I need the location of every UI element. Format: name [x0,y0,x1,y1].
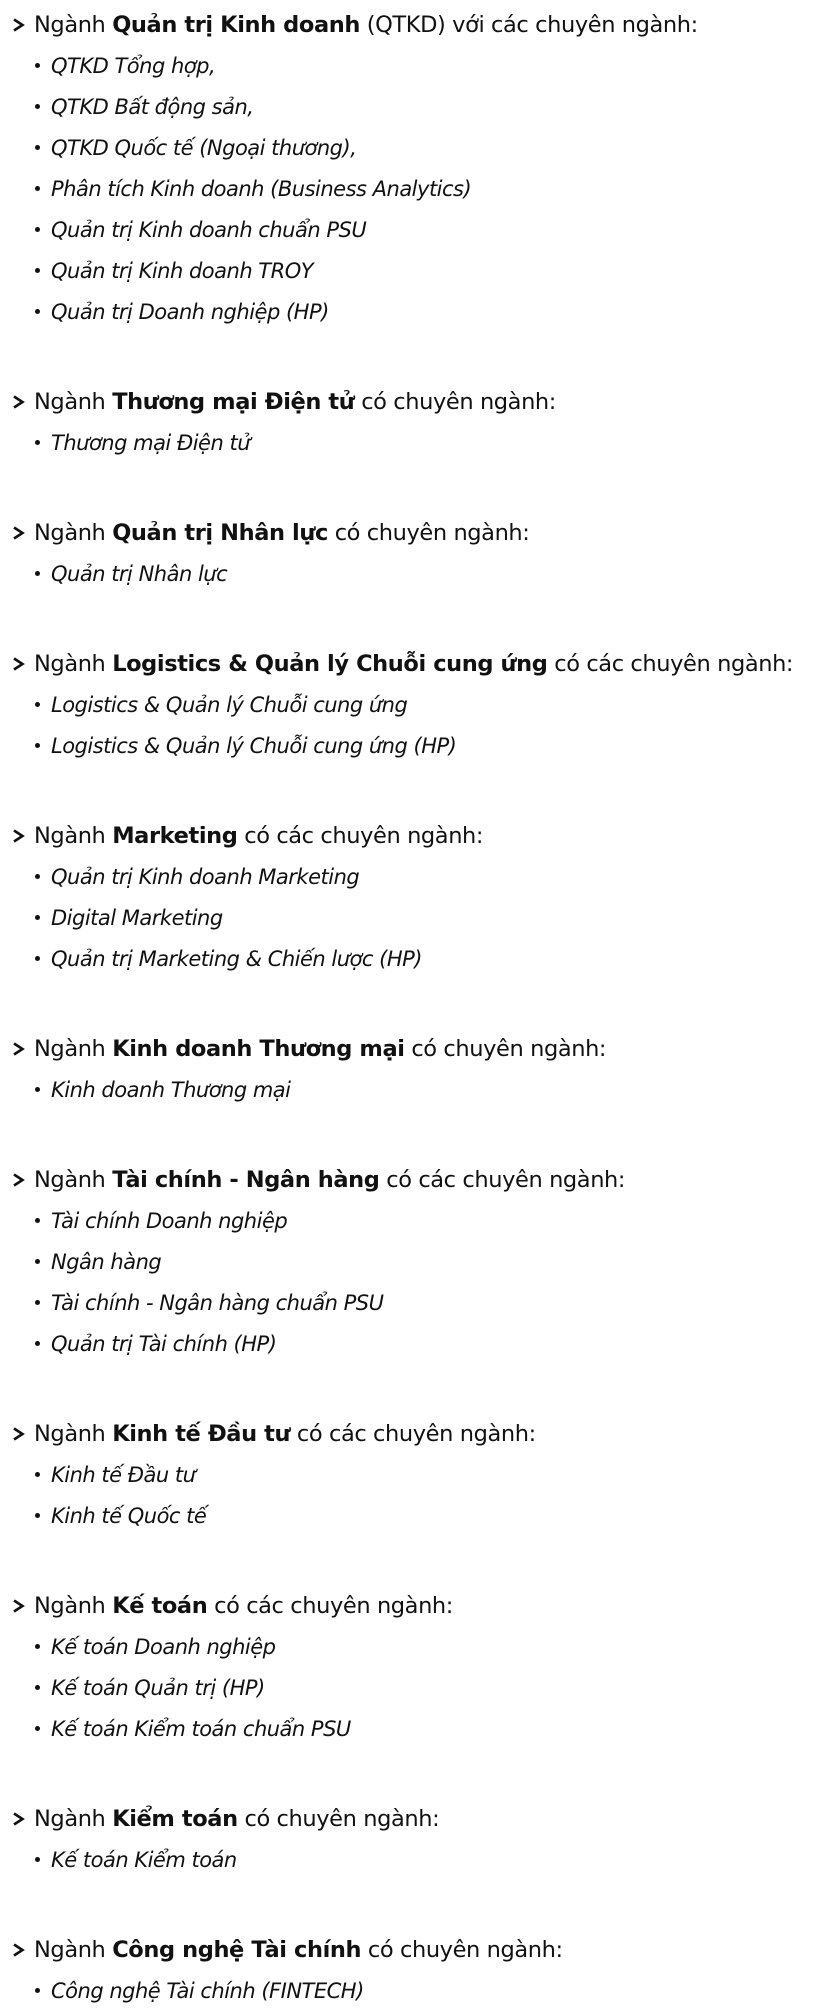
bullet-icon [35,1513,40,1518]
major-suffix: có chuyên ngành: [334,519,530,546]
specialization-label: Logistics & Quản lý Chuỗi cung ứng [51,692,408,717]
major-prefix: Ngành [34,1035,106,1062]
major-prefix: Ngành [34,519,106,546]
major-section [0,1798,840,1880]
specialization-item [0,725,840,766]
specialization-item [0,209,840,250]
specialization-label: Logistics & Quản lý Chuỗi cung ứng (HP) [51,733,457,758]
major-prefix: Ngành [34,650,106,677]
major-name: Quản trị Kinh doanh [112,11,360,38]
specialization-label: Kế toán Kiểm toán [51,1847,237,1872]
chevron-right-icon [12,18,25,32]
major-prefix: Ngành [34,1805,106,1832]
bullet-icon [35,874,40,879]
specialization-label: Kế toán Quản trị (HP) [51,1675,265,1700]
specialization-item [0,1282,840,1323]
major-heading [0,1159,840,1200]
bullet-icon [35,1259,40,1264]
chevron-right-icon [12,395,25,409]
specialization-item [0,1495,840,1536]
major-name: Logistics & Quản lý Chuỗi cung ứng [112,650,548,677]
chevron-right-icon [12,1943,25,1957]
specialization-label: Quản trị Nhân lực [51,561,228,586]
specialization-label: Kinh tế Quốc tế [51,1503,207,1528]
specialization-item [0,1069,840,1110]
major-suffix: (QTKD) với các chuyên ngành: [366,11,698,38]
bullet-icon [35,1726,40,1731]
specialization-item [0,45,840,86]
bullet-icon [35,956,40,961]
major-name: Kế toán [112,1592,208,1619]
major-suffix: có chuyên ngành: [367,1936,563,1963]
specialization-item [0,1839,840,1880]
chevron-right-icon [12,1812,25,1826]
bullet-icon [35,227,40,232]
specialization-label: Quản trị Doanh nghiệp (HP) [51,299,329,324]
major-name: Công nghệ Tài chính [112,1936,362,1963]
bullet-icon [35,1857,40,1862]
major-suffix: có chuyên ngành: [244,1805,440,1832]
bullet-icon [35,1988,40,1993]
major-suffix: có các chuyên ngành: [386,1166,626,1193]
specialization-item [0,1323,840,1364]
specialization-item [0,684,840,725]
major-section [0,1585,840,1749]
major-suffix: có chuyên ngành: [361,388,556,415]
major-prefix: Ngành [34,822,106,849]
major-prefix: Ngành [34,1592,106,1619]
specialization-item [0,553,840,594]
specialization-item [0,127,840,168]
bullet-icon [35,1341,40,1346]
chevron-right-icon [12,526,25,540]
specialization-item [0,897,840,938]
major-section [0,815,840,979]
specialization-list [0,1454,840,1536]
specialization-label: Kế toán Kiểm toán chuẩn PSU [51,1716,351,1741]
major-section [0,512,840,594]
specialization-label: Tài chính - Ngân hàng chuẩn PSU [51,1290,384,1315]
specialization-list [0,1839,840,1880]
specialization-item [0,1667,840,1708]
specialization-label: QTKD Bất động sản, [51,94,254,119]
specialization-list [0,1200,840,1364]
bullet-icon [35,571,40,576]
major-heading [0,1413,840,1454]
specialization-list [0,856,840,979]
chevron-right-icon [12,829,25,843]
specialization-list [0,1626,840,1749]
bullet-icon [35,145,40,150]
specialization-list [0,45,840,332]
specialization-label: Kinh doanh Thương mại [51,1077,291,1102]
specialization-item [0,168,840,209]
specialization-item [0,856,840,897]
major-heading [0,1929,840,1970]
specialization-item [0,1454,840,1495]
specialization-list [0,684,840,766]
bullet-icon [35,702,40,707]
specialization-label: Ngân hàng [51,1249,162,1274]
specialization-label: Quản trị Marketing & Chiến lược (HP) [51,946,422,971]
major-suffix: có các chuyên ngành: [214,1592,453,1619]
specialization-item [0,422,840,463]
specialization-list [0,422,840,463]
specialization-label: Quản trị Kinh doanh Marketing [51,864,360,889]
specialization-item [0,1970,840,2011]
specialization-item [0,1626,840,1667]
major-heading [0,1028,840,1069]
major-heading [0,381,840,422]
specialization-list [0,1069,840,1110]
bullet-icon [35,1300,40,1305]
specialization-label: Digital Marketing [51,905,223,930]
specialization-label: Quản trị Kinh doanh TROY [51,258,314,283]
bullet-icon [35,1644,40,1649]
specialization-label: Kế toán Doanh nghiệp [51,1634,276,1659]
bullet-icon [35,1218,40,1223]
major-section [0,1159,840,1364]
major-name: Tài chính - Ngân hàng [112,1166,380,1193]
specialization-label: QTKD Quốc tế (Ngoại thương), [51,135,357,160]
specialization-item [0,86,840,127]
bullet-icon [35,268,40,273]
specialization-label: Công nghệ Tài chính (FINTECH) [51,1978,364,2003]
specialization-item [0,1200,840,1241]
major-heading [0,1798,840,1839]
specialization-item [0,291,840,332]
bullet-icon [35,915,40,920]
major-prefix: Ngành [34,1936,106,1963]
specialization-label: Tài chính Doanh nghiệp [51,1208,288,1233]
major-name: Marketing [112,822,238,849]
chevron-right-icon [12,1427,25,1441]
major-name: Quản trị Nhân lực [112,519,328,546]
major-prefix: Ngành [34,11,106,38]
major-section [0,1028,840,1110]
major-heading [0,4,840,45]
specialization-label: Kinh tế Đầu tư [51,1462,196,1487]
major-heading [0,643,840,684]
specialization-label: Quản trị Tài chính (HP) [51,1331,277,1356]
chevron-right-icon [12,1599,25,1613]
specialization-label: QTKD Tổng hợp, [51,53,216,78]
bullet-icon [35,63,40,68]
bullet-icon [35,440,40,445]
major-suffix: có các chuyên ngành: [554,650,794,677]
chevron-right-icon [12,1173,25,1187]
bullet-icon [35,104,40,109]
major-section [0,643,840,766]
major-name: Kiểm toán [112,1805,238,1832]
specialization-label: Phân tích Kinh doanh (Business Analytics) [51,176,472,201]
major-section [0,1929,840,2011]
bullet-icon [35,186,40,191]
specialization-item [0,1708,840,1749]
major-suffix: có các chuyên ngành: [244,822,484,849]
specialization-label: Thương mại Điện tử [51,430,251,455]
chevron-right-icon [12,1042,25,1056]
major-name: Thương mại Điện tử [112,388,355,415]
specialization-label: Quản trị Kinh doanh chuẩn PSU [51,217,367,242]
major-suffix: có các chuyên ngành: [296,1420,536,1447]
major-prefix: Ngành [34,1420,106,1447]
specialization-item [0,1241,840,1282]
major-heading [0,815,840,856]
bullet-icon [35,1087,40,1092]
major-section [0,381,840,463]
specialization-list [0,553,840,594]
bullet-icon [35,309,40,314]
major-section [0,4,840,332]
specialization-item [0,250,840,291]
bullet-icon [35,1472,40,1477]
major-prefix: Ngành [34,388,106,415]
specialization-list [0,1970,840,2011]
bullet-icon [35,743,40,748]
major-suffix: có chuyên ngành: [411,1035,607,1062]
major-name: Kinh tế Đầu tư [112,1420,291,1447]
major-section [0,1413,840,1536]
major-heading [0,1585,840,1626]
bullet-icon [35,1685,40,1690]
specialization-item [0,938,840,979]
major-prefix: Ngành [34,1166,106,1193]
major-name: Kinh doanh Thương mại [112,1035,405,1062]
major-heading [0,512,840,553]
chevron-right-icon [12,657,25,671]
